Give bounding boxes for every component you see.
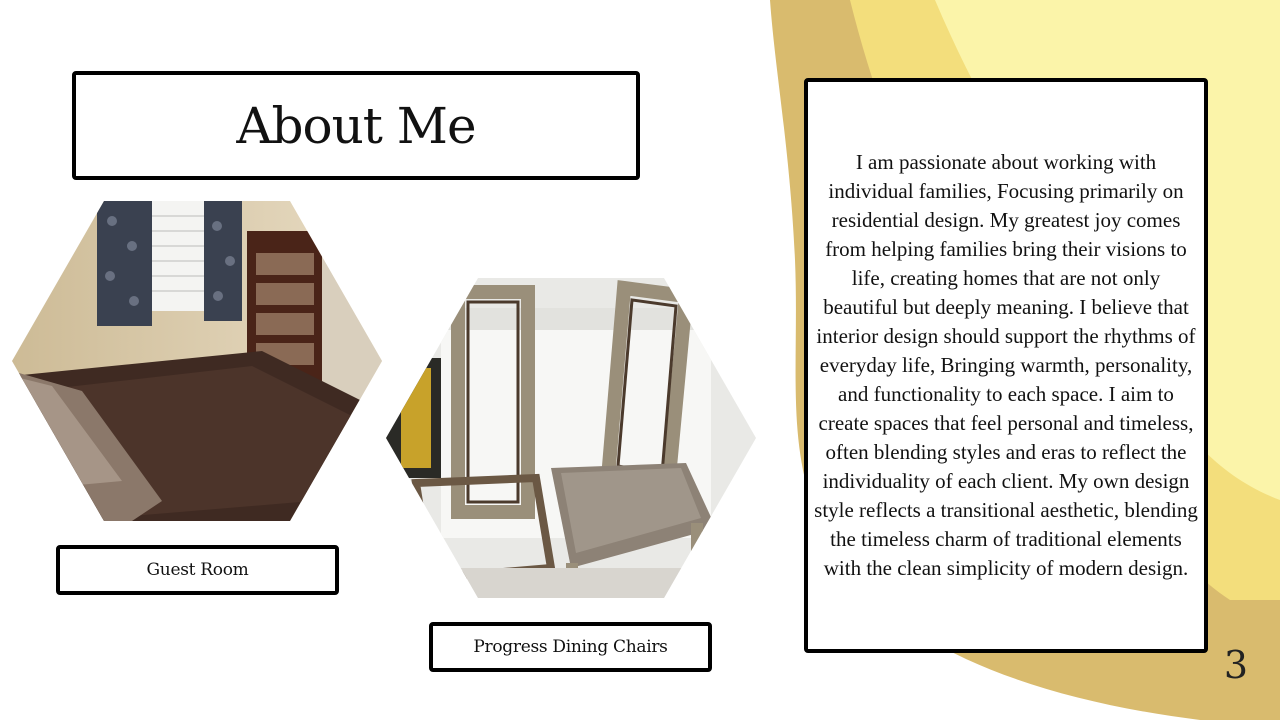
page-title: About Me [236, 96, 476, 155]
bedroom-photo [12, 201, 382, 521]
title-box [72, 71, 640, 180]
guest-room-caption: Guest Room [146, 560, 249, 580]
chairs-photo [386, 278, 756, 598]
guest-room-caption-box [56, 545, 339, 595]
about-paragraph: I am passionate about working with individual families, Focusing primarily on residential design. My greatest joy comes from helping families bring their visions to life, creating homes that are not only beautiful but deeply meaning. I believe that interior design should support the rhythms of everyday life, Bringing warmth, personality, and functionality to each space. I aim to create spaces that feel personal and timeless, often blending styles and eras to reflect the individuality of each client. My own design style reflects a transitional aesthetic, blending the timeless charm of traditional elements with the clean simplicity of modern design. [814, 150, 1198, 580]
about-text-box [804, 78, 1208, 653]
dining-chairs-caption: Progress Dining Chairs [473, 637, 668, 657]
dining-chairs-caption-box [429, 622, 712, 672]
page-number: 3 [1223, 643, 1249, 687]
